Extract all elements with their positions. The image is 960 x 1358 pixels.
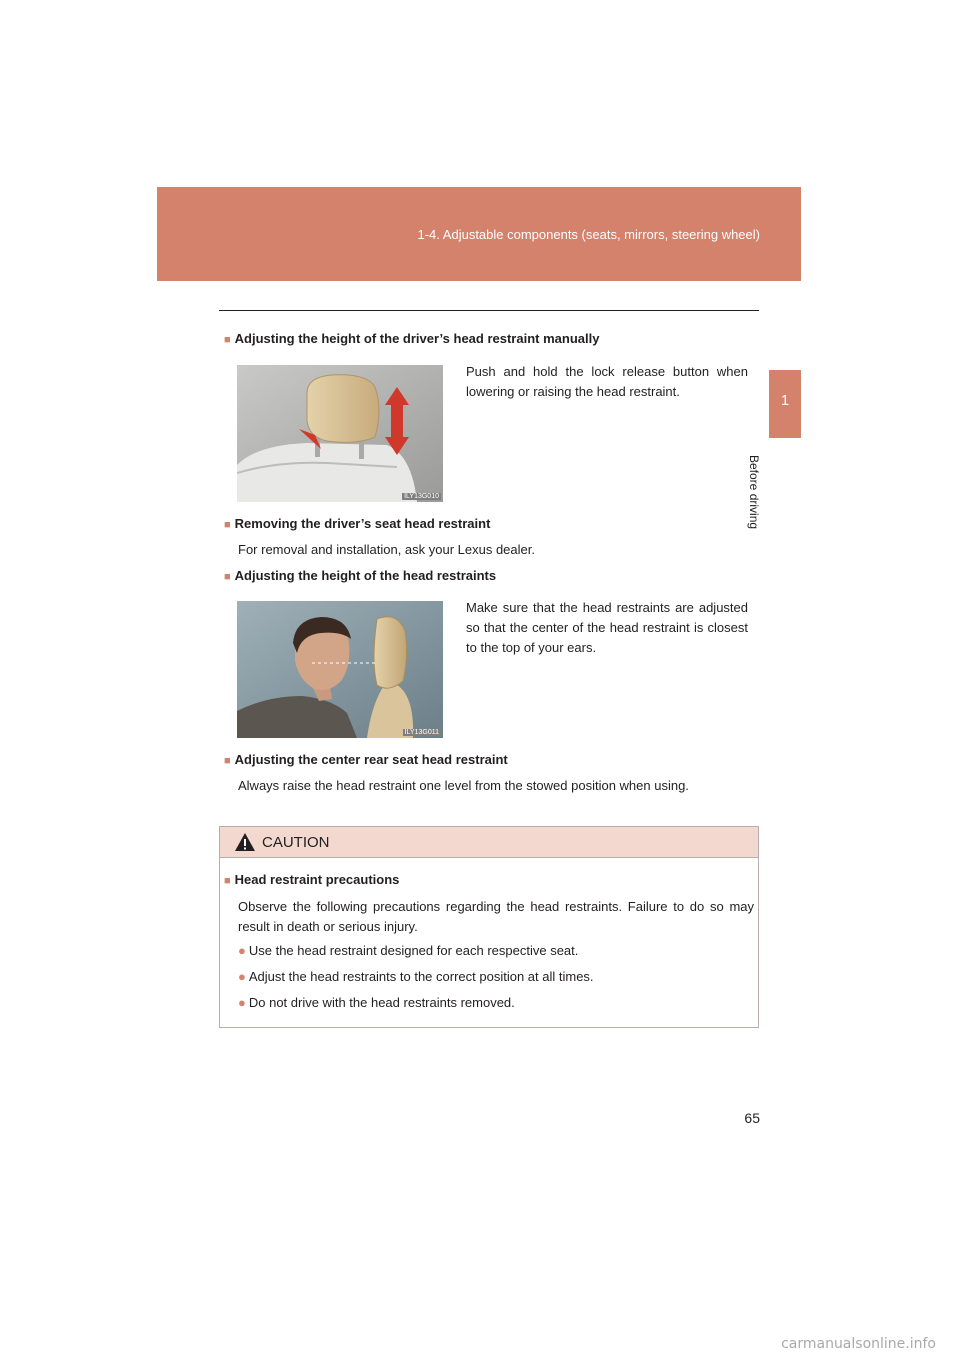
figure-code: ILY13G010 bbox=[404, 493, 439, 500]
chapter-label: Before driving bbox=[746, 455, 761, 530]
caution-header bbox=[220, 827, 758, 858]
dot-bullet-icon: ● bbox=[238, 995, 246, 1010]
head-restraint-illustration bbox=[237, 365, 443, 502]
caution-heading bbox=[224, 872, 399, 887]
square-bullet-icon: ■ bbox=[224, 571, 231, 583]
section-heading-3 bbox=[224, 568, 496, 583]
chapter-tab bbox=[769, 370, 801, 438]
caution-label: CAUTION bbox=[262, 834, 330, 851]
watermark: carmanualsonline.info bbox=[781, 1336, 936, 1352]
section-body-4: Always raise the head restraint one level from the stowed position when using. bbox=[238, 778, 689, 793]
heading-text: Adjusting the height of the driver’s head restraint manually bbox=[234, 331, 600, 346]
caution-bullet-3 bbox=[238, 993, 754, 1013]
top-rule bbox=[219, 310, 759, 311]
header-band bbox=[157, 187, 801, 281]
caution-box bbox=[219, 826, 759, 1028]
square-bullet-icon: ■ bbox=[224, 334, 231, 346]
heading-text: Head restraint precautions bbox=[234, 872, 400, 887]
section-title: 1-4. Adjustable components (seats, mirrors, steering wheel) bbox=[417, 227, 760, 242]
warning-triangle-icon bbox=[234, 832, 256, 852]
caution-bullet-1 bbox=[238, 941, 754, 961]
heading-text: Adjusting the center rear seat head restraint bbox=[234, 752, 508, 767]
square-bullet-icon: ■ bbox=[224, 875, 231, 887]
section-body-3: Make sure that the head restraints are adjusted so that the center of the head restraint is closest to the top of your ears. bbox=[466, 600, 748, 655]
heading-text: Removing the driver’s seat head restraint bbox=[234, 516, 491, 531]
section-body-1: Push and hold the lock release button when lowering or raising the head restraint. bbox=[466, 364, 748, 399]
bullet-text: Adjust the head restraints to the correct position at all times. bbox=[248, 969, 594, 984]
driver-head-position-illustration bbox=[237, 601, 443, 738]
dot-bullet-icon: ● bbox=[238, 943, 246, 958]
chapter-label-wrap bbox=[746, 455, 802, 555]
section-heading-1 bbox=[224, 331, 599, 346]
figure-head-restraint-adjust bbox=[237, 365, 443, 502]
dot-bullet-icon: ● bbox=[238, 969, 246, 984]
square-bullet-icon: ■ bbox=[224, 519, 231, 531]
section-body-2: For removal and installation, ask your Lexus dealer. bbox=[238, 542, 535, 557]
section-heading-2 bbox=[224, 516, 490, 531]
bullet-text: Use the head restraint designed for each respective seat. bbox=[248, 943, 579, 958]
chapter-number: 1 bbox=[780, 392, 790, 409]
square-bullet-icon: ■ bbox=[224, 755, 231, 767]
figure-code: ILY13G011 bbox=[404, 729, 439, 736]
heading-text: Adjusting the height of the head restraints bbox=[234, 568, 497, 583]
figure-head-restraint-position bbox=[237, 601, 443, 738]
section-heading-4 bbox=[224, 752, 508, 767]
caution-intro: Observe the following precautions regarding the head restraints. Failure to do so may result in death or serious injury. bbox=[238, 899, 754, 934]
page-number: 65 bbox=[744, 1110, 760, 1126]
caution-bullet-2 bbox=[238, 967, 754, 987]
bullet-text: Do not drive with the head restraints removed. bbox=[248, 995, 515, 1010]
